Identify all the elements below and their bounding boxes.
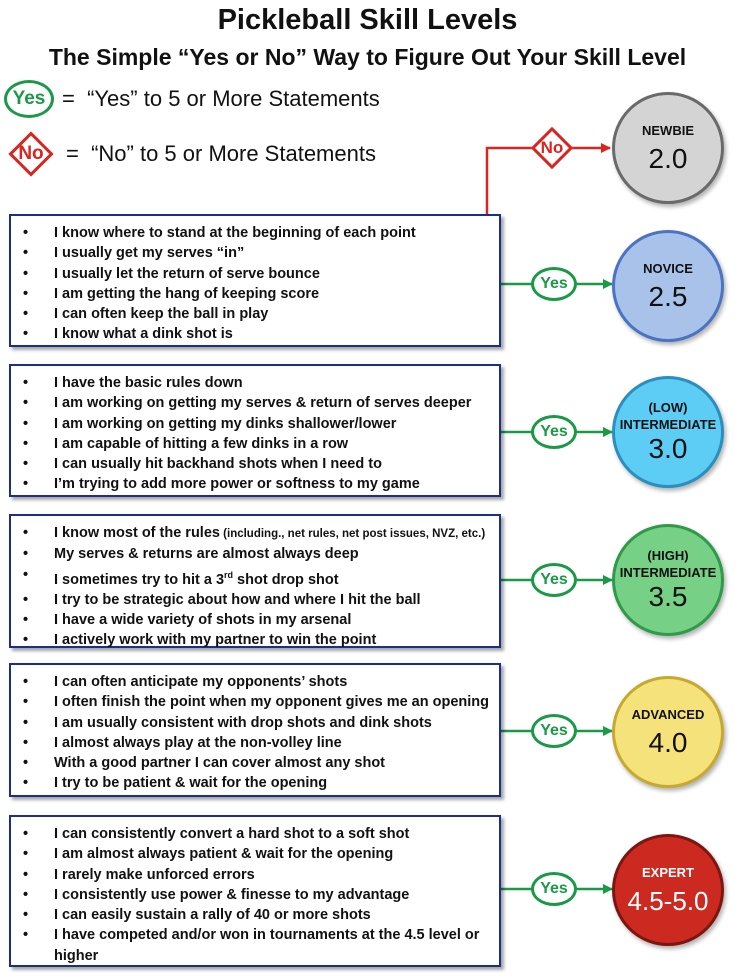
statement-item: • I am capable of hitting a few dinks in a row	[21, 434, 491, 454]
statement-item: • I sometimes try to hit a 3rd shot drop shot	[21, 565, 491, 590]
level-name: EXPERT	[641, 864, 694, 880]
statement-item: • I try to be patient & wait for the opening	[21, 773, 491, 793]
page-subtitle: The Simple “Yes or No” Way to Figure Out Your Skill Level	[48, 44, 687, 70]
level-circle-low-intermediate	[612, 376, 724, 488]
statement-box-expert	[9, 815, 501, 967]
statement-item: • I am working on getting my dinks shallower/lower	[21, 414, 491, 434]
level-circle-advanced	[612, 676, 724, 788]
statement-item: • With a good partner I can cover almost any shot	[21, 753, 491, 773]
statement-box-high-intermediate	[9, 514, 501, 648]
statement-item: • I have a wide variety of shots in my arsenal	[21, 610, 491, 630]
statement-item: • I try to be strategic about how and where I hit the ball	[21, 590, 491, 610]
legend-no-text: = “No” to 5 or More Statements	[66, 141, 376, 166]
statement-item: • I know where to stand at the beginning of each point	[21, 223, 491, 243]
level-rating: 4.0	[648, 726, 688, 758]
statement-item: • I rarely make unforced errors	[21, 865, 491, 885]
statement-item: • I can often anticipate my opponents’ shots	[21, 672, 491, 692]
legend-no-label: No	[18, 143, 44, 164]
statement-item: • I’m trying to add more power or softness to my game	[21, 474, 491, 494]
statement-item: • I am getting the hang of keeping score	[21, 284, 491, 304]
statement-item: • I have competed and/or won in tournaments at the 4.5 level or higher	[21, 925, 491, 966]
statement-box-novice	[9, 214, 501, 347]
level-rating: 3.0	[648, 433, 688, 464]
level-name: NEWBIE	[642, 122, 694, 138]
statement-item: • I usually let the return of serve bounce	[21, 264, 491, 284]
statement-item: • I consistently use power & finesse to my advantage	[21, 885, 491, 905]
level-circle-newbie	[612, 92, 724, 204]
statement-item: • I have the basic rules down	[21, 373, 491, 393]
statement-item: • I can usually hit backhand shots when I need to	[21, 454, 491, 474]
statement-item: • I know most of the rules (including., net rules, net post issues, NVZ, etc.)	[21, 523, 491, 544]
statement-item: • I can often keep the ball in play	[21, 304, 491, 324]
no-connector-label: No	[540, 138, 564, 157]
level-rating: 3.5	[648, 581, 688, 612]
statement-item: • I almost always play at the non-volley line	[21, 733, 491, 753]
level-name: (LOW) INTERMEDIATE	[619, 400, 717, 432]
statement-item: • My serves & returns are almost always deep	[21, 544, 491, 564]
level-rating: 2.5	[648, 280, 688, 312]
statement-item: • I know what a dink shot is	[21, 324, 491, 344]
statement-item: • I am almost always patient & wait for the opening	[21, 844, 491, 864]
no-connector-diamond-icon	[528, 128, 576, 168]
level-name: (HIGH) INTERMEDIATE	[619, 548, 717, 580]
level-rating: 4.5-5.0	[627, 885, 709, 916]
statement-item: • I actively work with my partner to win the point	[21, 630, 491, 650]
statement-item: • I usually get my serves “in”	[21, 243, 491, 263]
yes-connector-badge-2: Yes	[531, 415, 577, 449]
statement-item: • I am working on getting my serves & return of serves deeper	[21, 393, 491, 413]
statement-item: • I often finish the point when my opponent gives me an opening	[21, 692, 491, 712]
level-circle-novice	[612, 230, 724, 342]
statement-box-low-intermediate	[9, 364, 501, 497]
level-circle-high-intermediate	[612, 524, 724, 636]
legend-yes-text: = “Yes” to 5 or More Statements	[62, 86, 380, 111]
statement-item: • I can consistently convert a hard shot to a soft shot	[21, 824, 491, 844]
yes-connector-badge-3: Yes	[531, 563, 577, 597]
statement-item: • I can easily sustain a rally of 40 or more shots	[21, 905, 491, 925]
legend-yes-label: Yes	[12, 88, 46, 109]
level-name: NOVICE	[643, 260, 693, 276]
level-name: ADVANCED	[631, 706, 705, 722]
yes-connector-badge-5: Yes	[531, 872, 577, 906]
level-circle-expert	[612, 834, 724, 946]
yes-connector-badge-1: Yes	[531, 267, 577, 301]
level-rating: 2.0	[648, 142, 688, 174]
statement-box-advanced	[9, 663, 501, 797]
page-title: Pickleball Skill Levels	[217, 4, 518, 36]
statement-note: (including., net rules, net post issues, NVZ, etc.)	[219, 528, 486, 540]
statement-item: • I am usually consistent with drop shots and dink shots	[21, 713, 491, 733]
yes-connector-badge-4: Yes	[531, 714, 577, 748]
